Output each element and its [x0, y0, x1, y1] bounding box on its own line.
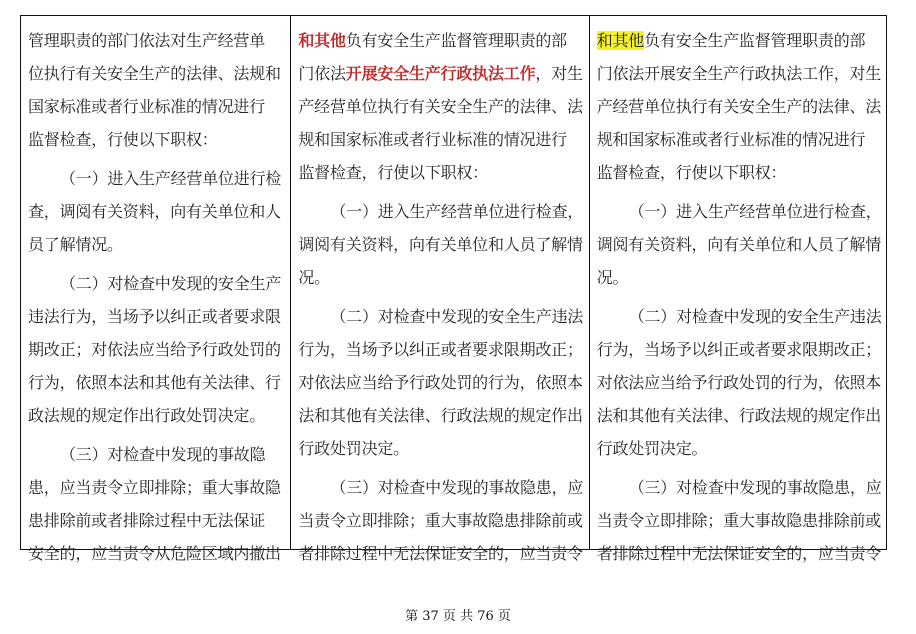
text-segment: 行政处罚决定。 [298, 439, 409, 458]
text-line [597, 399, 886, 432]
text-segment: 者排除过程中无法保证安全的，应当责令 [596, 544, 882, 563]
text-line [298, 432, 588, 465]
text-segment: 监督检查，行使以下职权： [28, 130, 218, 149]
text-line [298, 366, 588, 399]
comparison-table [20, 15, 887, 563]
text-line [28, 90, 290, 123]
text-line [298, 300, 588, 333]
text-segment: 当责令立即排除；重大事故隐患排除前或 [298, 511, 583, 530]
text-segment: 负有安全生产监督管理职责的部 [644, 31, 866, 50]
text-line [28, 24, 290, 57]
text-line [597, 432, 886, 465]
text-segment: 规和国家标准或者行业标准的情况进行 [596, 130, 866, 149]
paragraph [597, 471, 886, 570]
text-line [28, 267, 290, 300]
text-segment: 调阅有关资料，向有关单位和人员了解情 [596, 235, 882, 254]
text-segment: 调阅有关资料，向有关单位和人员了解情 [298, 235, 583, 254]
text-segment: （一）进入生产经营单位进行检查， [628, 202, 882, 221]
text-segment: 产经营单位执行有关安全生产的法律、法 [596, 97, 882, 116]
text-segment: 法和其他有关法律、行政法规的规定作出 [298, 406, 583, 425]
text-segment: 行政处罚决定。 [596, 439, 708, 458]
text-segment: 法和其他有关法律、行政法规的规定作出 [596, 406, 882, 425]
text-line [28, 471, 290, 504]
text-line [597, 57, 886, 90]
text-segment: 当责令立即排除；重大事故隐患排除前或 [596, 511, 882, 530]
emphasized-text: 和其他 [298, 31, 346, 50]
text-segment: 监督检查，行使以下职权： [298, 163, 488, 182]
text-line [597, 333, 886, 366]
table-column-revised-marked [290, 16, 588, 563]
text-line [28, 333, 290, 366]
text-line [597, 300, 886, 333]
text-segment: 患，应当责令立即排除；重大事故隐 [28, 478, 281, 497]
text-segment: 管理职责的部门依法对生产经营单 [28, 31, 266, 50]
text-line [28, 537, 290, 570]
page-number-footer: 第 37 页 共 76 页 [405, 609, 511, 624]
text-segment: 患排除前或者排除过程中无法保证 [28, 511, 266, 530]
text-segment: ，对生 [535, 64, 583, 83]
paragraph [298, 24, 588, 189]
text-line [597, 228, 886, 261]
text-line [298, 57, 588, 90]
text-segment: 位执行有关安全生产的法律、法规和 [28, 64, 281, 83]
text-line [298, 228, 588, 261]
text-line [298, 399, 588, 432]
text-line [28, 366, 290, 399]
text-line [298, 123, 588, 156]
text-segment: 产经营单位执行有关安全生产的法律、法 [298, 97, 583, 116]
text-line [597, 366, 886, 399]
text-line [28, 195, 290, 228]
text-line [597, 24, 886, 57]
paragraph [28, 162, 290, 261]
text-segment: （三）对检查中发现的事故隐患，应 [628, 478, 882, 497]
text-segment: 政法规的规定作出行政处罚决定。 [28, 406, 266, 425]
text-segment: 负有安全生产监督管理职责的部 [345, 31, 567, 50]
text-segment: 行为，当场予以纠正或者要求限期改正； [298, 340, 583, 359]
text-segment: 员了解情况。 [28, 235, 123, 254]
text-line [298, 333, 588, 366]
text-line [597, 156, 886, 189]
text-line [28, 162, 290, 195]
text-line [28, 57, 290, 90]
text-line [298, 537, 588, 570]
text-segment: 门依法开展安全生产行政执法工作，对生 [596, 64, 882, 83]
text-segment: （一）进入生产经营单位进行检查， [330, 202, 584, 221]
text-line [28, 438, 290, 471]
text-segment: 国家标准或者行业标准的情况进行 [28, 97, 266, 116]
text-line [28, 504, 290, 537]
text-line [298, 261, 588, 294]
paragraph [28, 438, 290, 570]
text-segment: 规和国家标准或者行业标准的情况进行 [298, 130, 567, 149]
text-line [597, 537, 886, 570]
text-segment: 安全的，应当责令从危险区域内撤出 [28, 544, 281, 563]
text-segment: （二）对检查中发现的安全生产违法 [330, 307, 584, 326]
text-segment: 况。 [596, 268, 629, 287]
paragraph [298, 471, 588, 570]
text-segment: （二）对检查中发现的安全生产违法 [628, 307, 882, 326]
text-segment: （二）对检查中发现的安全生产 [60, 274, 282, 293]
emphasized-text: 开展安全生产行政执法工作 [345, 64, 536, 83]
text-line [28, 399, 290, 432]
text-segment: 况。 [298, 268, 330, 287]
text-segment: 行为，当场予以纠正或者要求限期改正； [596, 340, 882, 359]
text-line [597, 261, 886, 294]
text-segment: 门依法 [298, 64, 346, 83]
text-line [298, 471, 588, 504]
highlighted-text: 和其他 [596, 31, 645, 50]
paragraph [597, 24, 886, 189]
paragraph [28, 24, 290, 156]
text-line [597, 90, 886, 123]
paragraph [597, 300, 886, 465]
text-segment: 查，调阅有关资料，向有关单位和人 [28, 202, 281, 221]
paragraph [28, 267, 290, 432]
text-line [28, 123, 290, 156]
text-line [298, 156, 588, 189]
text-line [597, 471, 886, 504]
text-line [298, 504, 588, 537]
table-column-revised-highlighted [589, 16, 886, 563]
text-segment: 期改正；对依法应当给予行政处罚的 [28, 340, 281, 359]
text-segment: 违法行为，当场予以纠正或者要求限 [28, 307, 281, 326]
text-segment: 对依法应当给予行政处罚的行为，依照本 [298, 373, 583, 392]
table-column-original [21, 16, 290, 563]
text-segment: 监督检查，行使以下职权： [596, 163, 787, 182]
text-segment: 对依法应当给予行政处罚的行为，依照本 [596, 373, 882, 392]
paragraph [298, 300, 588, 465]
text-line [298, 24, 588, 57]
text-line [298, 90, 588, 123]
paragraph [298, 195, 588, 294]
text-line [597, 504, 886, 537]
text-line [597, 123, 886, 156]
text-line [597, 195, 886, 228]
text-segment: （一）进入生产经营单位进行检 [60, 169, 282, 188]
text-segment: （三）对检查中发现的事故隐 [60, 445, 266, 464]
text-line [28, 228, 290, 261]
text-line [298, 195, 588, 228]
paragraph [597, 195, 886, 294]
text-segment: （三）对检查中发现的事故隐患，应 [330, 478, 584, 497]
text-segment: 者排除过程中无法保证安全的，应当责令 [298, 544, 583, 563]
text-segment: 行为，依照本法和其他有关法律、行 [28, 373, 281, 392]
text-line [28, 300, 290, 333]
